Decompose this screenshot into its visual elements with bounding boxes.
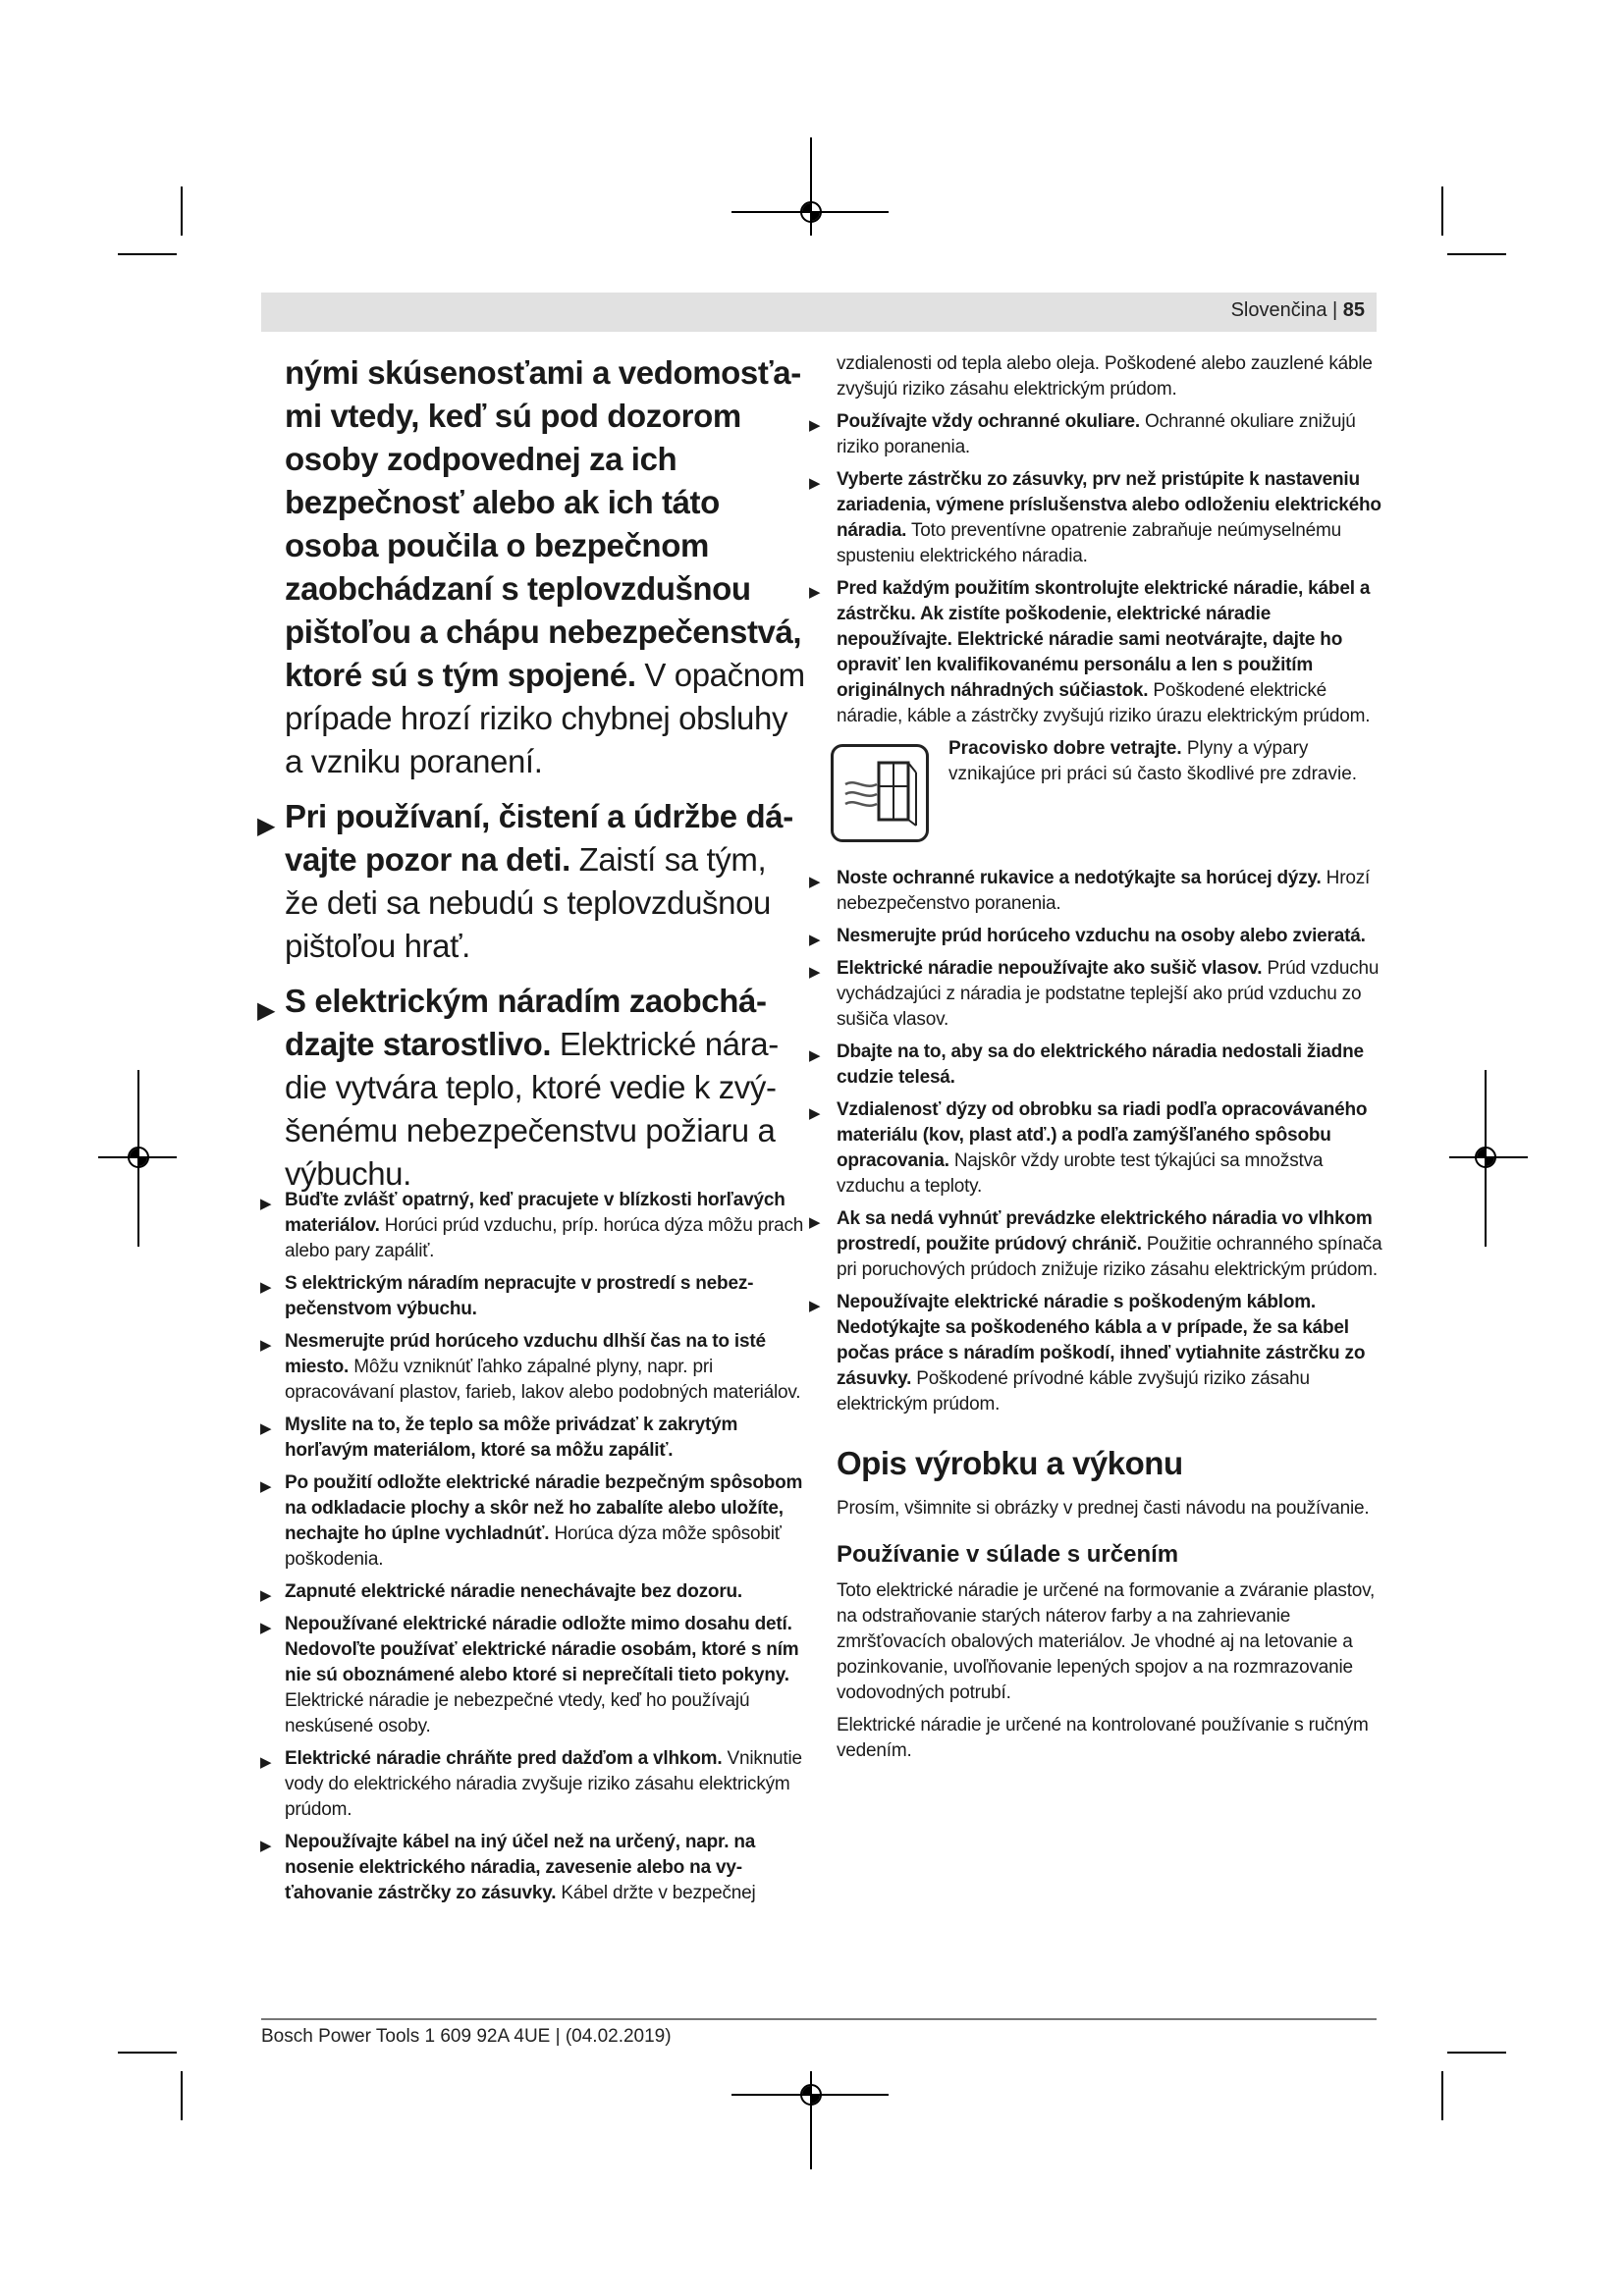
- page-number: 85: [1342, 299, 1365, 321]
- crop-mark: [1447, 2052, 1506, 2054]
- large-paragraph: [285, 351, 805, 783]
- bullet-triangle-icon: ▶: [260, 1196, 272, 1212]
- normal-text: Zaistí sa tým, že deti sa nebudú s teplovzdušnou pištoľou hrať.: [285, 841, 771, 964]
- bold-text: Nepoužívajte elektrické náradie s poškodeným káblom. Nedotýkajte sa poškodeného kábla a v prípade, že sa kábel počas práce s náradím poškodí, ihneď vytiahnite zástrčku zo zásuvky.: [837, 1292, 1366, 1389]
- bullet-triangle-icon: ▶: [260, 1838, 272, 1854]
- normal-text: Môžu vzniknúť ľahko zápalné plyny, napr. pri opracovávaní plastov, farieb, lakov alebo podobných materiálov.: [285, 1357, 801, 1403]
- ventilation-text: [948, 736, 1361, 787]
- bullet-item: [260, 1271, 805, 1322]
- bold-text: S elektrickým náradím zaobchádzajte starostlivo.: [285, 983, 767, 1062]
- footer-divider: [261, 2018, 1377, 2020]
- bullet-item: [809, 956, 1382, 1033]
- bullet-item: [809, 1040, 1382, 1091]
- bullet-triangle-icon: ▶: [260, 1279, 272, 1296]
- bullet-item: [809, 409, 1382, 460]
- bullet-item: [809, 576, 1382, 729]
- bullet-item: [809, 1290, 1382, 1417]
- bold-text: Nesmerujte prúd horúceho vzduchu dlhší čas na to isté miesto.: [285, 1331, 766, 1377]
- bullet-item: [260, 1470, 805, 1573]
- bold-text: Nepoužívajte kábel na iný účel než na určený, napr. na nosenie elektrického náradia, zavesenie alebo na vyťahovanie zástrčky zo zásuvky.: [285, 1832, 756, 1903]
- ventilation-window-icon: [834, 747, 926, 839]
- normal-text: Elektrické náradie je nebezpečné vtedy, keď ho používajú neskúsené osoby.: [285, 1690, 750, 1736]
- bullet-item: [809, 1206, 1382, 1283]
- normal-text: Použitie ochranného spínača pri poruchových prúdoch znižuje riziko zásahu elektrickým prúdom.: [837, 1234, 1382, 1280]
- bullet-item: [809, 1097, 1382, 1200]
- registration-target-icon: [128, 1147, 149, 1168]
- bullet-triangle-icon: ▶: [809, 932, 821, 948]
- ventilation-icon: [831, 744, 929, 842]
- bullet-triangle-icon: ▶: [809, 874, 821, 890]
- bold-text: Buďte zvlášť opatrný, keď pracujete v blízkosti horľavých materiálov.: [285, 1190, 785, 1236]
- crop-mark: [118, 253, 177, 255]
- normal-text: Plyny a výpary vznikajúce pri práci sú často škodlivé pre zdravie.: [948, 738, 1358, 784]
- bullet-triangle-icon: ▶: [809, 964, 821, 981]
- bullet-triangle-icon: ▶: [260, 1337, 272, 1354]
- section-paragraph: Elektrické náradie je určené na kontrolované používanie s ručným vedením.: [837, 1715, 1369, 1761]
- bullet-triangle-icon: ▶: [809, 1214, 821, 1231]
- bold-text: Pri používaní, čistení a údržbe dávajte pozor na deti.: [285, 798, 794, 878]
- continued-paragraph: [837, 351, 1382, 402]
- normal-text: Elektrické náradie vytvára teplo, ktoré vedie k zvýšenému nebezpečenstvu požiaru a výbuchu.: [285, 1026, 780, 1192]
- bullet-item: [260, 1612, 805, 1739]
- crop-mark: [1447, 253, 1506, 255]
- bold-text: Pracovisko dobre vetrajte.: [948, 738, 1182, 759]
- bullet-triangle-icon: ▶: [260, 1420, 272, 1437]
- bold-text: S elektrickým náradím nepracujte v prostredí s nebezpečenstvom výbuchu.: [285, 1273, 754, 1319]
- normal-text: Vniknutie vody do elektrického náradia zvyšuje riziko zásahu elektrickým prúdom.: [285, 1748, 802, 1820]
- bullet-item: [260, 1188, 805, 1264]
- bold-text: Elektrické náradie nepoužívajte ako sušič vlasov.: [837, 958, 1263, 979]
- bold-text: Zapnuté elektrické náradie nenechávajte bez dozoru.: [285, 1581, 743, 1602]
- header-label: Slovenčina | 85: [1230, 299, 1365, 321]
- bold-text: Pred každým použitím skontrolujte elektrické náradie, kábel a zástrčku. Ak zistíte poškodenie, elektrické náradie nepoužívajte. Elektrické náradie sami neotvárajte, dajte ho opraviť len kvalifikovanému personálu a len s použitím originálnych náhradných súčiastok.: [837, 578, 1371, 701]
- normal-text: Poškodené elektrické náradie, káble a zástrčky zvyšujú riziko úrazu elektrickým prúdom.: [837, 680, 1371, 726]
- normal-text: Toto preventívne opatrenie zabraňuje neúmyselnému spusteniu elektrického náradia.: [837, 520, 1342, 566]
- crop-mark: [1441, 187, 1443, 236]
- bullet-triangle-icon: ▶: [260, 1478, 272, 1495]
- bullet-item: [809, 866, 1382, 917]
- normal-text: Najskôr vždy urobte test týkajúci sa množstva vzduchu a teploty.: [837, 1150, 1324, 1197]
- bullet-item: [260, 1329, 805, 1406]
- bullet-triangle-icon: ▶: [809, 1105, 821, 1122]
- bullet-triangle-icon: ▶: [809, 1298, 821, 1314]
- normal-text: Ochranné okuliare znižujú riziko poranenia.: [837, 411, 1356, 457]
- bold-text: Dbajte na to, aby sa do elektrického náradia nedostali žiadne cudzie telesá.: [837, 1041, 1364, 1088]
- normal-text: Kábel držte v bezpečnej: [556, 1883, 756, 1903]
- bullet-triangle-icon: ▶: [257, 813, 276, 839]
- bullet-item: [809, 924, 1382, 949]
- bold-text: Nesmerujte prúd horúceho vzduchu na osoby alebo zvieratá.: [837, 926, 1366, 946]
- section-paragraph: Toto elektrické náradie je určené na formovanie a zváranie plastov, na odstraňovanie starých náterov farby a na zahrievanie zmršťovacích obalových materiálov. Je vhodné aj na letovanie a pozinkovanie, uvoľňovanie lepených spojov a na rozmrazovanie vodovodných potrubí.: [837, 1580, 1376, 1703]
- registration-target-icon: [800, 2084, 822, 2106]
- bold-text: Vzdialenosť dýzy od obrobku sa riadi podľa opracovávaného materiálu (kov, plast atď.) a podľa zamýšľaného spôsobu opracovania.: [837, 1099, 1368, 1171]
- bullet-triangle-icon: ▶: [809, 1047, 821, 1064]
- bold-text: Po použití odložte elektrické náradie bezpečným spôsobom na odkladacie plochy a skôr než ho zabalíte alebo uložíte, nechajte ho úplne vychladnúť.: [285, 1472, 803, 1544]
- section-subtitle: Používanie v súlade s určením: [837, 1541, 1179, 1568]
- bullet-triangle-icon: ▶: [260, 1754, 272, 1771]
- crop-mark: [118, 2052, 177, 2054]
- bold-text: Používajte vždy ochranné okuliare.: [837, 411, 1140, 432]
- bold-text: Myslite na to, že teplo sa môže privádzať k zakrytým horľavým materiálom, ktoré sa môžu zapáliť.: [285, 1415, 738, 1461]
- bullet-item: [260, 1413, 805, 1464]
- left-column-large: [257, 351, 805, 1207]
- normal-text: Poškodené prívodné káble zvyšujú riziko zásahu elektrickým prúdom.: [837, 1368, 1310, 1415]
- bullet-triangle-icon: ▶: [809, 417, 821, 434]
- registration-target-icon: [800, 201, 822, 223]
- bullet-triangle-icon: ▶: [257, 997, 276, 1024]
- large-bullet-item: [257, 795, 805, 968]
- crop-mark: [181, 187, 183, 236]
- bullet-triangle-icon: ▶: [260, 1620, 272, 1636]
- section-intro: Prosím, všimnite si obrázky v prednej časti návodu na používanie.: [837, 1498, 1370, 1519]
- bullet-item: [260, 1830, 805, 1906]
- normal-text: Horúci prúd vzduchu, príp. horúca dýza môžu prach alebo pary zapáliť.: [285, 1215, 804, 1261]
- normal-text: vzdialenosti od tepla alebo oleja. Poškodené alebo zauzlené káble zvyšujú riziko zásahu elektrickým prúdom.: [837, 353, 1373, 400]
- bullet-item: [260, 1579, 805, 1605]
- crop-mark: [1441, 2071, 1443, 2120]
- normal-text: V opačnom prípade hrozí riziko chybnej obsluhy a vzniku poranení.: [285, 657, 805, 779]
- registration-target-icon: [1475, 1147, 1496, 1168]
- bold-text: Vyberte zástrčku zo zásuvky, prv než pristúpite k nastaveniu zariadenia, výmene príslušenstva alebo odloženiu elektrického náradia.: [837, 469, 1381, 541]
- bold-text: Elektrické náradie chráňte pred dažďom a vlhkom.: [285, 1748, 723, 1769]
- bold-text: Ak sa nedá vyhnúť prevádzke elektrického náradia vo vlhkom prostredí, použite prúdový chránič.: [837, 1208, 1373, 1255]
- normal-text: Prúd vzduchu vychádzajúci z náradia je podstatne teplejší ako prúd vzduchu zo sušiča vlasov.: [837, 958, 1380, 1030]
- ventilation-note: [831, 736, 1382, 858]
- footer-text: Bosch Power Tools 1 609 92A 4UE | (04.02.2019): [261, 2026, 672, 2047]
- normal-text: Horúca dýza môže spôsobiť poškodenia.: [285, 1523, 782, 1570]
- bullet-item: [809, 467, 1382, 569]
- large-bullet-item: [257, 980, 805, 1196]
- crop-mark: [181, 2071, 183, 2120]
- bullet-triangle-icon: ▶: [260, 1587, 272, 1604]
- right-column: [809, 351, 1382, 1771]
- bold-text: nými skúsenosťami a vedomosťami vtedy, keď sú pod dozorom osoby zodpovednej za ich bezpečnosť alebo ak ich táto osoba poučila o bezpečnom zaobchádzaní s teplovzdušnou pištoľou a chápu nebezpečenstvá, ktoré sú s tým spojené.: [285, 354, 802, 693]
- normal-text: Hrozí nebezpečenstvo poranenia.: [837, 868, 1371, 914]
- left-column-bullets: [260, 1188, 805, 1913]
- bullet-triangle-icon: ▶: [809, 584, 821, 601]
- page-header: [261, 293, 1377, 332]
- bold-text: Noste ochranné rukavice a nedotýkajte sa horúcej dýzy.: [837, 868, 1322, 888]
- bullet-item: [260, 1746, 805, 1823]
- bullet-triangle-icon: ▶: [809, 475, 821, 492]
- section-title: Opis výrobku a výkonu: [837, 1445, 1183, 1481]
- bold-text: Nepoužívané elektrické náradie odložte mimo dosahu detí. Nedovoľte používať elektrické náradie osobám, ktoré s ním nie sú oboznámené alebo ktoré si neprečítali tieto pokyny.: [285, 1614, 799, 1685]
- header-language: Slovenčina: [1230, 299, 1327, 321]
